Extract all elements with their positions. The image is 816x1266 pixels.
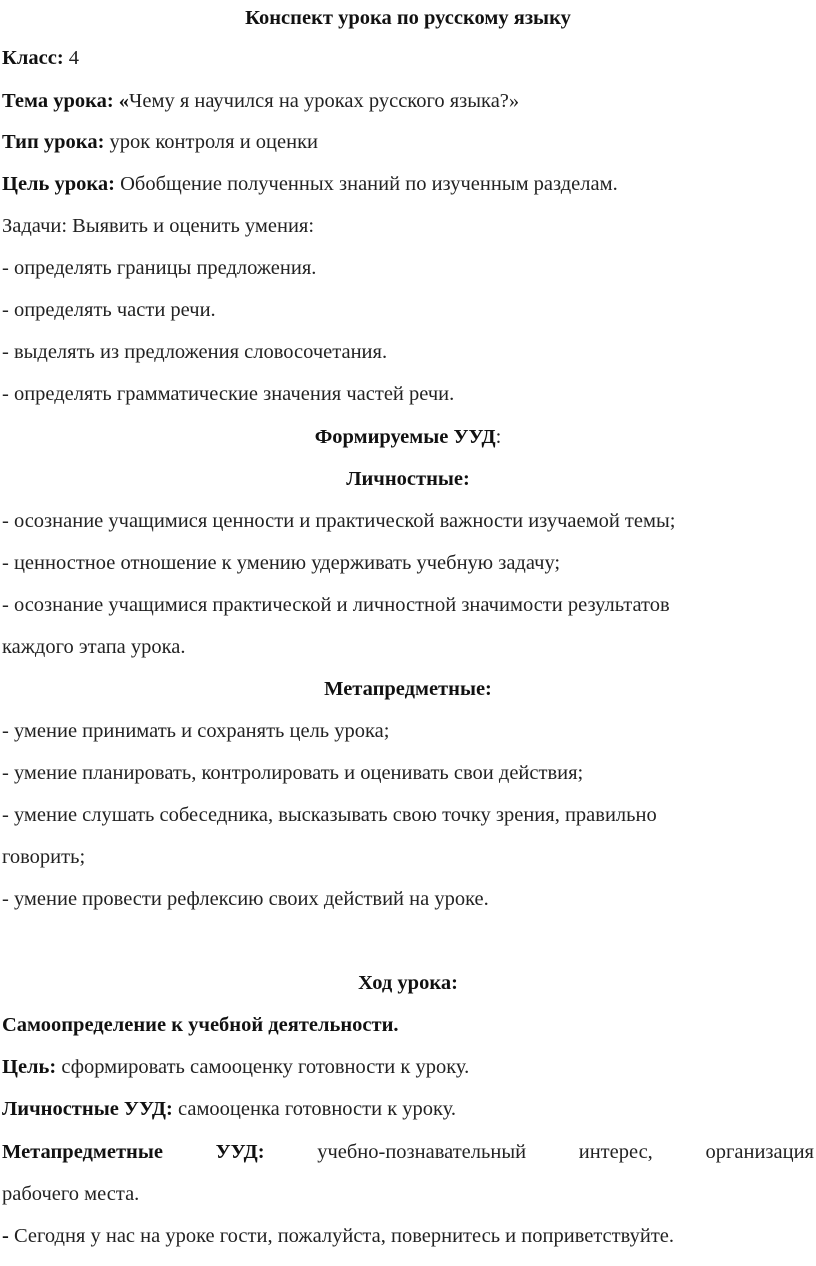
- topic-value: Чему я научился на уроках русского языка?»: [129, 90, 520, 112]
- uud-heading-colon: :: [495, 426, 502, 448]
- personal-item: - осознание учащимися практической и личностной значимости результатов: [2, 594, 670, 616]
- stage-meta-line: [2, 1140, 814, 1164]
- type-label: Тип урока:: [2, 131, 105, 153]
- stage-personal-line: [2, 1097, 814, 1121]
- meta-item: - умение провести рефлексию своих действий на уроке.: [2, 888, 489, 910]
- teacher-speech-line: [2, 1224, 814, 1248]
- topic-label: Тема урока: «: [2, 90, 130, 112]
- meta-item: - умение принимать и сохранять цель урока;: [2, 720, 390, 742]
- type-value: урок контроля и оценки: [104, 131, 319, 153]
- type-line: [2, 130, 814, 154]
- topic-line: [2, 89, 814, 113]
- task-item: - определять грамматические значения частей речи.: [2, 383, 455, 405]
- document-title: Конспект урока по русскому языку: [245, 7, 571, 29]
- stage-meta-word: интерес,: [578, 1141, 653, 1163]
- stage-title: Самоопределение к учебной деятельности.: [2, 1014, 399, 1036]
- meta-item: - умение слушать собеседника, высказывать свою точку зрения, правильно: [2, 804, 657, 826]
- meta-item-cont: говорить;: [2, 846, 86, 868]
- task-item: - выделять из предложения словосочетания.: [2, 341, 388, 363]
- task-item: - определять части речи.: [2, 299, 216, 321]
- goal-value: Обобщение полученных знаний по изученным разделам.: [115, 173, 618, 195]
- speech-dash: -: [2, 1225, 9, 1247]
- stage-meta-line-cont: рабочего места.: [2, 1183, 140, 1205]
- stage-goal-value: сформировать самооценку готовности к уроку.: [56, 1056, 470, 1078]
- speech-text: Сегодня у нас на уроке гости, пожалуйста, повернитесь и поприветствуйте.: [8, 1225, 674, 1247]
- goal-line: [2, 172, 814, 196]
- stage-goal-label: Цель:: [2, 1056, 57, 1078]
- stage-meta-label-2: УУД:: [215, 1141, 265, 1163]
- personal-item: - осознание учащимися ценности и практической важности изучаемой темы;: [2, 510, 676, 532]
- uud-heading-bold: Формируемые УУД: [314, 426, 496, 448]
- class-line: [2, 46, 814, 70]
- meta-item: - умение планировать, контролировать и оценивать свои действия;: [2, 762, 584, 784]
- class-value: 4: [63, 47, 80, 69]
- stage-personal-label: Личностные УУД:: [2, 1098, 173, 1120]
- class-label: Класс:: [2, 47, 64, 69]
- uud-heading: [0, 425, 816, 449]
- task-item: - определять границы предложения.: [2, 257, 317, 279]
- personal-heading: Личностные:: [346, 468, 470, 490]
- stage-meta-label-1: Метапредметные: [2, 1141, 163, 1163]
- personal-item-cont: каждого этапа урока.: [2, 636, 186, 658]
- stage-personal-value: самооценка готовности к уроку.: [172, 1098, 457, 1120]
- meta-heading: Метапредметные:: [324, 678, 492, 700]
- stage-meta-word: организация: [705, 1141, 814, 1163]
- stage-meta-word: учебно-познавательный: [317, 1141, 527, 1163]
- lesson-heading: Ход урока:: [358, 972, 458, 994]
- stage-goal-line: [2, 1055, 814, 1079]
- tasks-intro: Задачи: Выявить и оценить умения:: [2, 215, 315, 237]
- goal-label: Цель урока:: [2, 173, 115, 195]
- personal-item: - ценностное отношение к умению удерживать учебную задачу;: [2, 552, 561, 574]
